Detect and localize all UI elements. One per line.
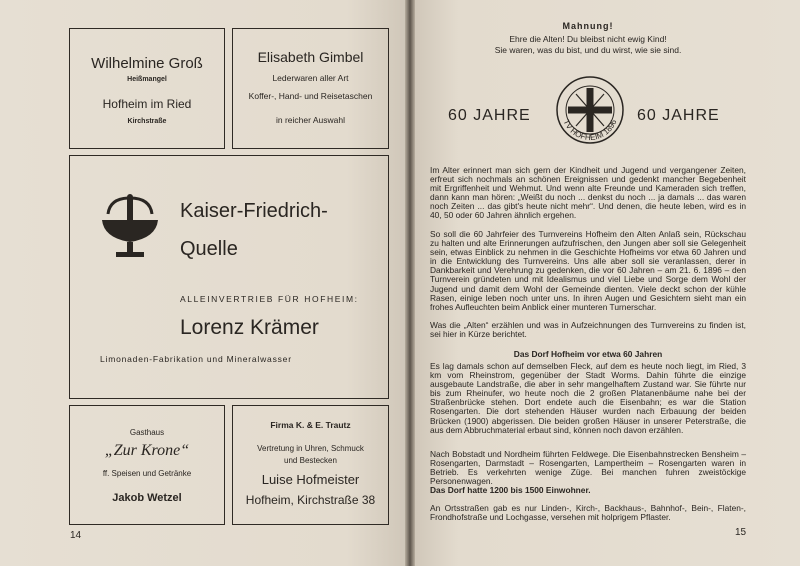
paragraph-6: An Ortsstraßen gab es nur Linden-, Kirch-, Backhaus-, Bahnhof-, Bein-, Flaten-, Frondhofstraße und Lochgasse, versehen mit holprigem Pflaster. [430,503,746,523]
ad-trade: Heißmangel [127,76,167,83]
paragraph-1: Im Alter erinnert man sich gern der Kindheit und Jugend und vergangener Zeiten, erfreut sich nochmals an schönen Ereignissen und gedenkt mancher Begebenheit mit Ergriffenheit und Wehmut. Und wenn alte Freunde und Kameraden sich treffen, dann kann man hören: „Weißt du noch ... denkst du noch ... ja damals ... das waren noch Zeiten ... das gibt's heute nicht mehr“. Und denen, die heute leben, wird es in 40, 50 oder 60 Jahren ähnlich ergehen. [430,165,746,221]
ad-town: Hofheim im Ried [102,97,192,111]
paragraph-4: Es lag damals schon auf demselben Fleck, auf dem es heute noch liegt, im Ried, 3 km vom Rheinstrom, gegenüber der Stadt Worms. Dahin führte die einzige ausgebaute Landstraße, die aber in sehr mangelhaftem Zustand war. Sie führte nur bis zum Rheinufer, wo heute noch die 2 großen Platanenbäume nahe bei der Straßenbrücke stehen. Dort endete auch die Eisenbahn; es war die Station Rosengarten. Die dort stehenden Häuser wurden nach Erbauung der beiden Brücken (1900) abgerissen. Die beiden großen Häuser in unserer Peterstraße, die aus dem Abbruchmaterial erbaut sind, können noch davon erzählen. [430,361,746,435]
ad-name: „Zur Krone“ [104,442,190,459]
ad-line1: Vertretung in Uhren, Schmuck [257,444,364,453]
ad-owner: Jakob Wetzel [112,492,182,504]
jahre-left: 60 JAHRE [448,107,531,124]
paragraph-3: Was die „Alten“ erzählen und was in Aufzeichnungen des Turnvereins zu finden ist, sei hier in Kürze berichtet. [430,320,746,340]
ad-line2: und Bestecken [284,456,337,465]
jahre-right: 60 JAHRE [637,107,720,124]
ad-kaiser-friedrich-quelle [69,155,389,399]
club-emblem-icon [554,72,626,152]
ad-name-line1: Kaiser-Friedrich- [180,200,328,222]
fountain-icon [100,192,160,264]
ad-trautz [232,405,389,525]
ad-firm: Firma K. & E. Trautz [270,420,351,430]
emblem-text: TV HOFHEIM 1896 [561,118,619,143]
ad-label: Gasthaus [129,428,165,437]
ad-products: Limonaden-Fabrikation und Mineralwasser [100,354,292,364]
ad-street: Kirchstraße [127,118,167,125]
section-subheading: Das Dorf Hofheim vor etwa 60 Jahren [513,349,663,359]
ad-name: Wilhelmine Groß [91,55,203,72]
ad-person: Luise Hofmeister [261,472,360,487]
mahnung-heading: Mahnung! [562,21,614,31]
left-page-number: 14 [70,530,82,541]
ad-wilhelmine-gross [69,28,225,149]
right-page-number: 15 [735,527,747,538]
ad-line3: in reicher Auswahl [276,115,345,125]
paragraph-2: So soll die 60 Jahrfeier des Turnvereins Hofheim den Alten Anlaß sein, Rückschau zu halten und alte Erinnerungen aufzufrischen, den Jungen aber soll sie Gelegenheit sein, etwas Einblick zu nehmen in die Geschichte Hofheims vor etwa 60 Jahren und in die Entwicklung des Turnvereins. Uns alle aber soll sie veranlassen, derer in Dankbarkeit und Verehrung zu gedenken, die vor 60 Jahren – am 21. 6. 1896 – den Turnverein gründeten und mit Idealismus und viel Liebe und Sorge dem Wohl der Jugend und damit dem Wohl der Gemeinde dienten. Viele deckt schon der kühle Rasen, einige leben noch unter uns. In ihren Augen und Gesichtern sieht man ein frohes Aufleuchten beim Anblick einer munteren Turnerschar. [430,229,746,312]
book-gutter [405,0,415,566]
ad-line2: Koffer-, Hand- und Reisetaschen [248,91,373,101]
paragraph-5: Nach Bobstadt und Nordheim führten Feldwege. Die Eisenbahnstrecken Bensheim – Rosengarten, Darmstadt – Rosengarten, Lampertheim – Rosengarten waren in Betrieb. Es verkehrten wenige Züge. Bei manchen fuhren zweistöckige Personenwagen. [430,449,746,487]
ad-line: ff. Speisen und Getränke [102,469,192,478]
motto-line2: Sie waren, was du bist, und du wirst, wie sie sind. [494,45,682,55]
ad-gasthaus-zur-krone [69,405,225,525]
ad-line1: Lederwaren aller Art [272,73,349,83]
paragraph-5-bold: Das Dorf hatte 1200 bis 1500 Einwohner. [430,485,591,495]
ad-vertrieb: ALLEINVERTRIEB FÜR HOFHEIM: [180,294,359,304]
ad-elisabeth-gimbel [232,28,389,149]
ad-person: Lorenz Krämer [180,316,319,339]
ad-name: Elisabeth Gimbel [257,49,364,65]
ad-address: Hofheim, Kirchstraße 38 [245,493,376,507]
ad-name-line2: Quelle [180,238,238,260]
motto-line1: Ehre die Alten! Du bleibst nicht ewig Kind! [509,34,667,44]
